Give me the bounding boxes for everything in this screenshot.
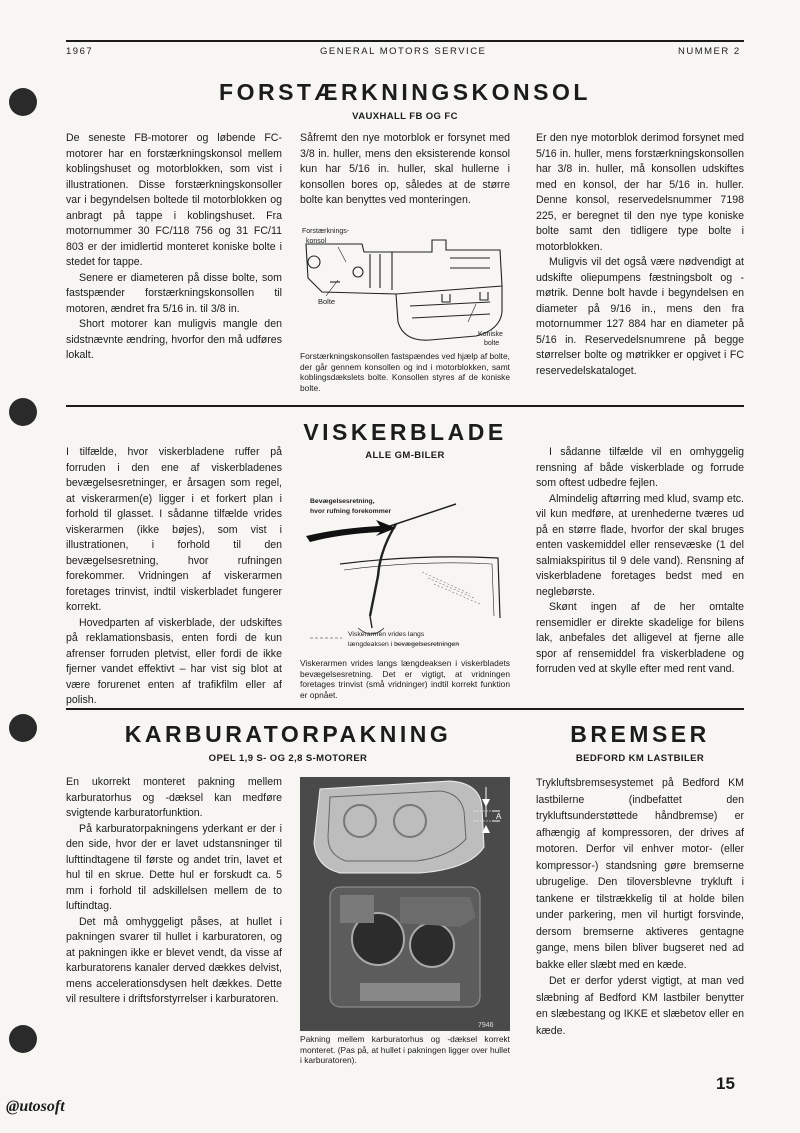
paragraph: Er den nye motorblok derimod forsynet med 5/16 in. huller, mens forstærkningskonsollen har 3/8 in. huller, må konsollen udskiftes med en konsol, der har 5/16 in. huller. Denne konsol, reservedelsnummer 7198 225, er beregnet til den nye type koniske bolte samt den tidligere type bolte i motorblokken. xyxy=(536,132,744,253)
paragraph: Muligvis vil det også være nødvendigt at udskifte oliepumpens fæstningsbolt og -møtrik. Denne bolt havde i begyndelsen en diameter på 9/16 in., mens den fra motornummer 127 884 har en diameter på 5/16 in. Reservedelsnumrene på begge størrelser bolte og møtrikker er opgivet i FC reservedelskataloget. xyxy=(536,256,744,377)
top-rule xyxy=(66,40,744,42)
section-title-karburatorpakning: KARBURATORPAKNING xyxy=(124,721,452,747)
s4-column xyxy=(536,775,744,1039)
paragraph: Almindelig aftørring med klud, svamp etc. vil kun medføre, at urenhederne tværes ud på en større flade, hvorfor der skal bruges enten vaskemiddel eller rensevæske (1 del salmiakspiritus til 9 dele vand). Rensning af viskerbladene foretages bedst med en neglebørste. xyxy=(536,492,744,598)
section-title-forstaerkningskonsol: FORSTÆRKNINGSKONSOL xyxy=(219,79,591,105)
s1-column-1 xyxy=(66,131,282,364)
paragraph: En ukorrekt monteret pakning mellem karburatorhus og -dæksel kan medføre svigtende karburatorfunktion. xyxy=(66,776,282,819)
watermark-logo: @utosoft xyxy=(6,1098,65,1115)
paragraph: På karburatorpakningens yderkant er der i den side, hvor der er lavet udstansninger til lufttindtagene til første og andet trin, lavet et hul til en skrue. Dette hul er forskudt ca. 5 mm i forhold til adskillelsen mellem de to luftindtag. xyxy=(66,822,282,912)
wiper-illustration xyxy=(300,466,512,656)
paragraph: Senere er diameteren på disse bolte, som fastspænder forstærkningskonsollen til motoren, ændret fra 5/16 in. til 3/8 in. xyxy=(66,271,282,315)
section-subtitle: ALLE GM-BILER xyxy=(365,450,445,461)
binder-hole-3 xyxy=(9,714,37,742)
paragraph: Såfremt den nye motorblok er forsynet med 3/8 in. huller, mens den eksisterende konsol kun har 5/16 in. huller, skal hullerne i konsollen bores op, således at de større bolte kan benyttes ved monteringen. xyxy=(300,132,510,206)
fig-label-direction: hvor rufning forekommer xyxy=(310,508,392,515)
header-year: 1967 xyxy=(66,46,94,57)
fig-label-konsol: Forstærknings- xyxy=(302,228,350,235)
bracket-illustration xyxy=(300,222,512,348)
s2-column-1 xyxy=(66,445,282,709)
figure-caption: Pakning mellem karburatorhus og -dæksel korrekt monteret. (Pas på, at hullet i pakningen ligger over hullet i karburatoren). xyxy=(300,1034,510,1065)
section-subtitle: OPEL 1,9 S- OG 2,8 S-MOTORER xyxy=(208,753,368,764)
paragraph: Short motorer kan muligvis mangle den sidstnævnte ændring, hvorfor den må udføres lokalt. xyxy=(66,318,282,361)
binder-hole-2 xyxy=(9,398,37,426)
carburetor-drawing xyxy=(300,777,510,1031)
fig-label-konsol: konsol xyxy=(306,238,327,245)
paragraph: Trykluftsbremsesystemet på Bedford KM lastbilerne (indbefattet den trykluftsunderstøttede håndbremse) er afhængig af kompressoren, der drives af motoren. Derfor vil enhver motor- (eller kompressor-) standsning gøre bremserne ubrugelige. Den tiloversblevne trykluft i tankene er tilstrækkelig til at holde bilen under parkering, men vil hurtigt forsvinde, dersom bremserne aktiveres gentagne gange, mens bilen bliver bugseret ned ad bakke eller slæbt med en kæde. xyxy=(536,777,744,971)
binder-hole-1 xyxy=(9,88,37,116)
s2-column-3 xyxy=(536,445,744,678)
paragraph: I sådanne tilfælde vil en omhyggelig rensning af både viskerblade og forrude som oftest udbedre fejlen. xyxy=(536,446,744,489)
figure-caption: Forstærkningskonsollen fastspændes ved hjælp af bolte, der går gennem konsollen og ind i motorblokken, samt koblingsdækslets bolte. Konsollen styres af de koniske bolte. xyxy=(300,351,510,393)
paragraph: I tilfælde, hvor viskerbladene ruffer på forruden i den ene af viskerbladenes bevægelsesretninger, er årsagen som regel, at viskerarmen(e) ligger i et forkert plan i forhold til glasset. I sådanne tilfælde vrides viskerarmen (ikke bøjes), som vist i illustrationen, i forhold til den bevægelsesretning, hvor rufningen forekommer. Vridningen af viskerarmen foretages trinvist, indtil viskerbladet fungerer korrekt. xyxy=(66,446,282,613)
paragraph: Det må omhyggeligt påses, at hullet i pakningen svarer til hullet i karburatoren, og at pakningen ikke er blevet vendt, da visse af karburatorens kanaler derved dækkes delvist, mens accelerationsdysen helt dækkes. Dette vil resultere i driftsforstyrrelser i karburatoren. xyxy=(66,915,282,1005)
fig-label-direction: Bevægelsesretning, xyxy=(310,498,375,505)
binder-hole-4 xyxy=(9,1025,37,1053)
section-subtitle: BEDFORD KM LASTBILER xyxy=(575,753,705,764)
fig-label-twist: Viskerarmen vrides langs xyxy=(348,631,425,638)
paragraph: Skønt ingen af de her omtalte rensemidler er direkte skadelige for bilens lak, anbefales det alligevel at fjerne alle spor af rensemiddel fra viskerbladene og forruden ved at skylle efter med rent vand. xyxy=(536,601,744,675)
figure-caption: Viskerarmen vrides langs længdeaksen i viskerbladets bevægelsesretning. Det er vigtigt, at vridningen foretages trinvist (små vridninger) indtil korrekt funktion er opnået. xyxy=(300,658,510,700)
fig-label-koniske: bolte xyxy=(484,340,500,347)
carburetor-photo xyxy=(300,777,510,1031)
page-number: 15 xyxy=(716,1074,735,1093)
header-issue: NUMMER 2 xyxy=(678,46,741,57)
section-title-viskerblade: VISKERBLADE xyxy=(303,419,507,445)
paragraph: De seneste FB-motorer og løbende FC-motorer har en forstærkningskonsol mellem koblingshuset og motorblokken, som vist i illustrationen. Disse forstærkningskonsoller var i begyndelsen boltede til motorblokken og anbragt på tappe i koblingshuset. Fra motornummer 30 FC/118 756 og 31 FC/11 803 er der imidlertid monteret koniske bolte i stedet for tappe. xyxy=(66,132,282,268)
paragraph: Hovedparten af viskerblade, der udskiftes på reklamationsbasis, enten fordi de kun afrenser forruden pletvist, eller fordi de ikke fjerner vandet effektivt – har vist sig blot at være forurenet enten af trafikfilm eller af polish. xyxy=(66,616,282,706)
s1-column-2 xyxy=(300,131,510,209)
section-divider xyxy=(66,708,744,710)
fig-label-koniske: Koniske xyxy=(478,331,503,338)
s1-column-3 xyxy=(536,131,744,379)
s3-column-1 xyxy=(66,775,282,1008)
fig-label-bolte: Bolte xyxy=(318,297,336,306)
fig-label-a: A xyxy=(496,812,502,821)
paragraph: Det er derfor yderst vigtigt, at man ved slæbning af Bedford KM lastbiler benytter en slæbestang og IKKE et slæbetov eller en kæde. xyxy=(536,975,744,1037)
photo-number: 7946 xyxy=(478,1022,494,1029)
section-title-bremser: BREMSER xyxy=(570,721,710,747)
header-publication: GENERAL MOTORS SERVICE xyxy=(320,46,487,57)
section-divider xyxy=(66,405,744,407)
fig-label-twist: længdeaksen i bevægelsesretningen xyxy=(348,641,460,648)
section-subtitle: VAUXHALL FB OG FC xyxy=(352,111,458,122)
